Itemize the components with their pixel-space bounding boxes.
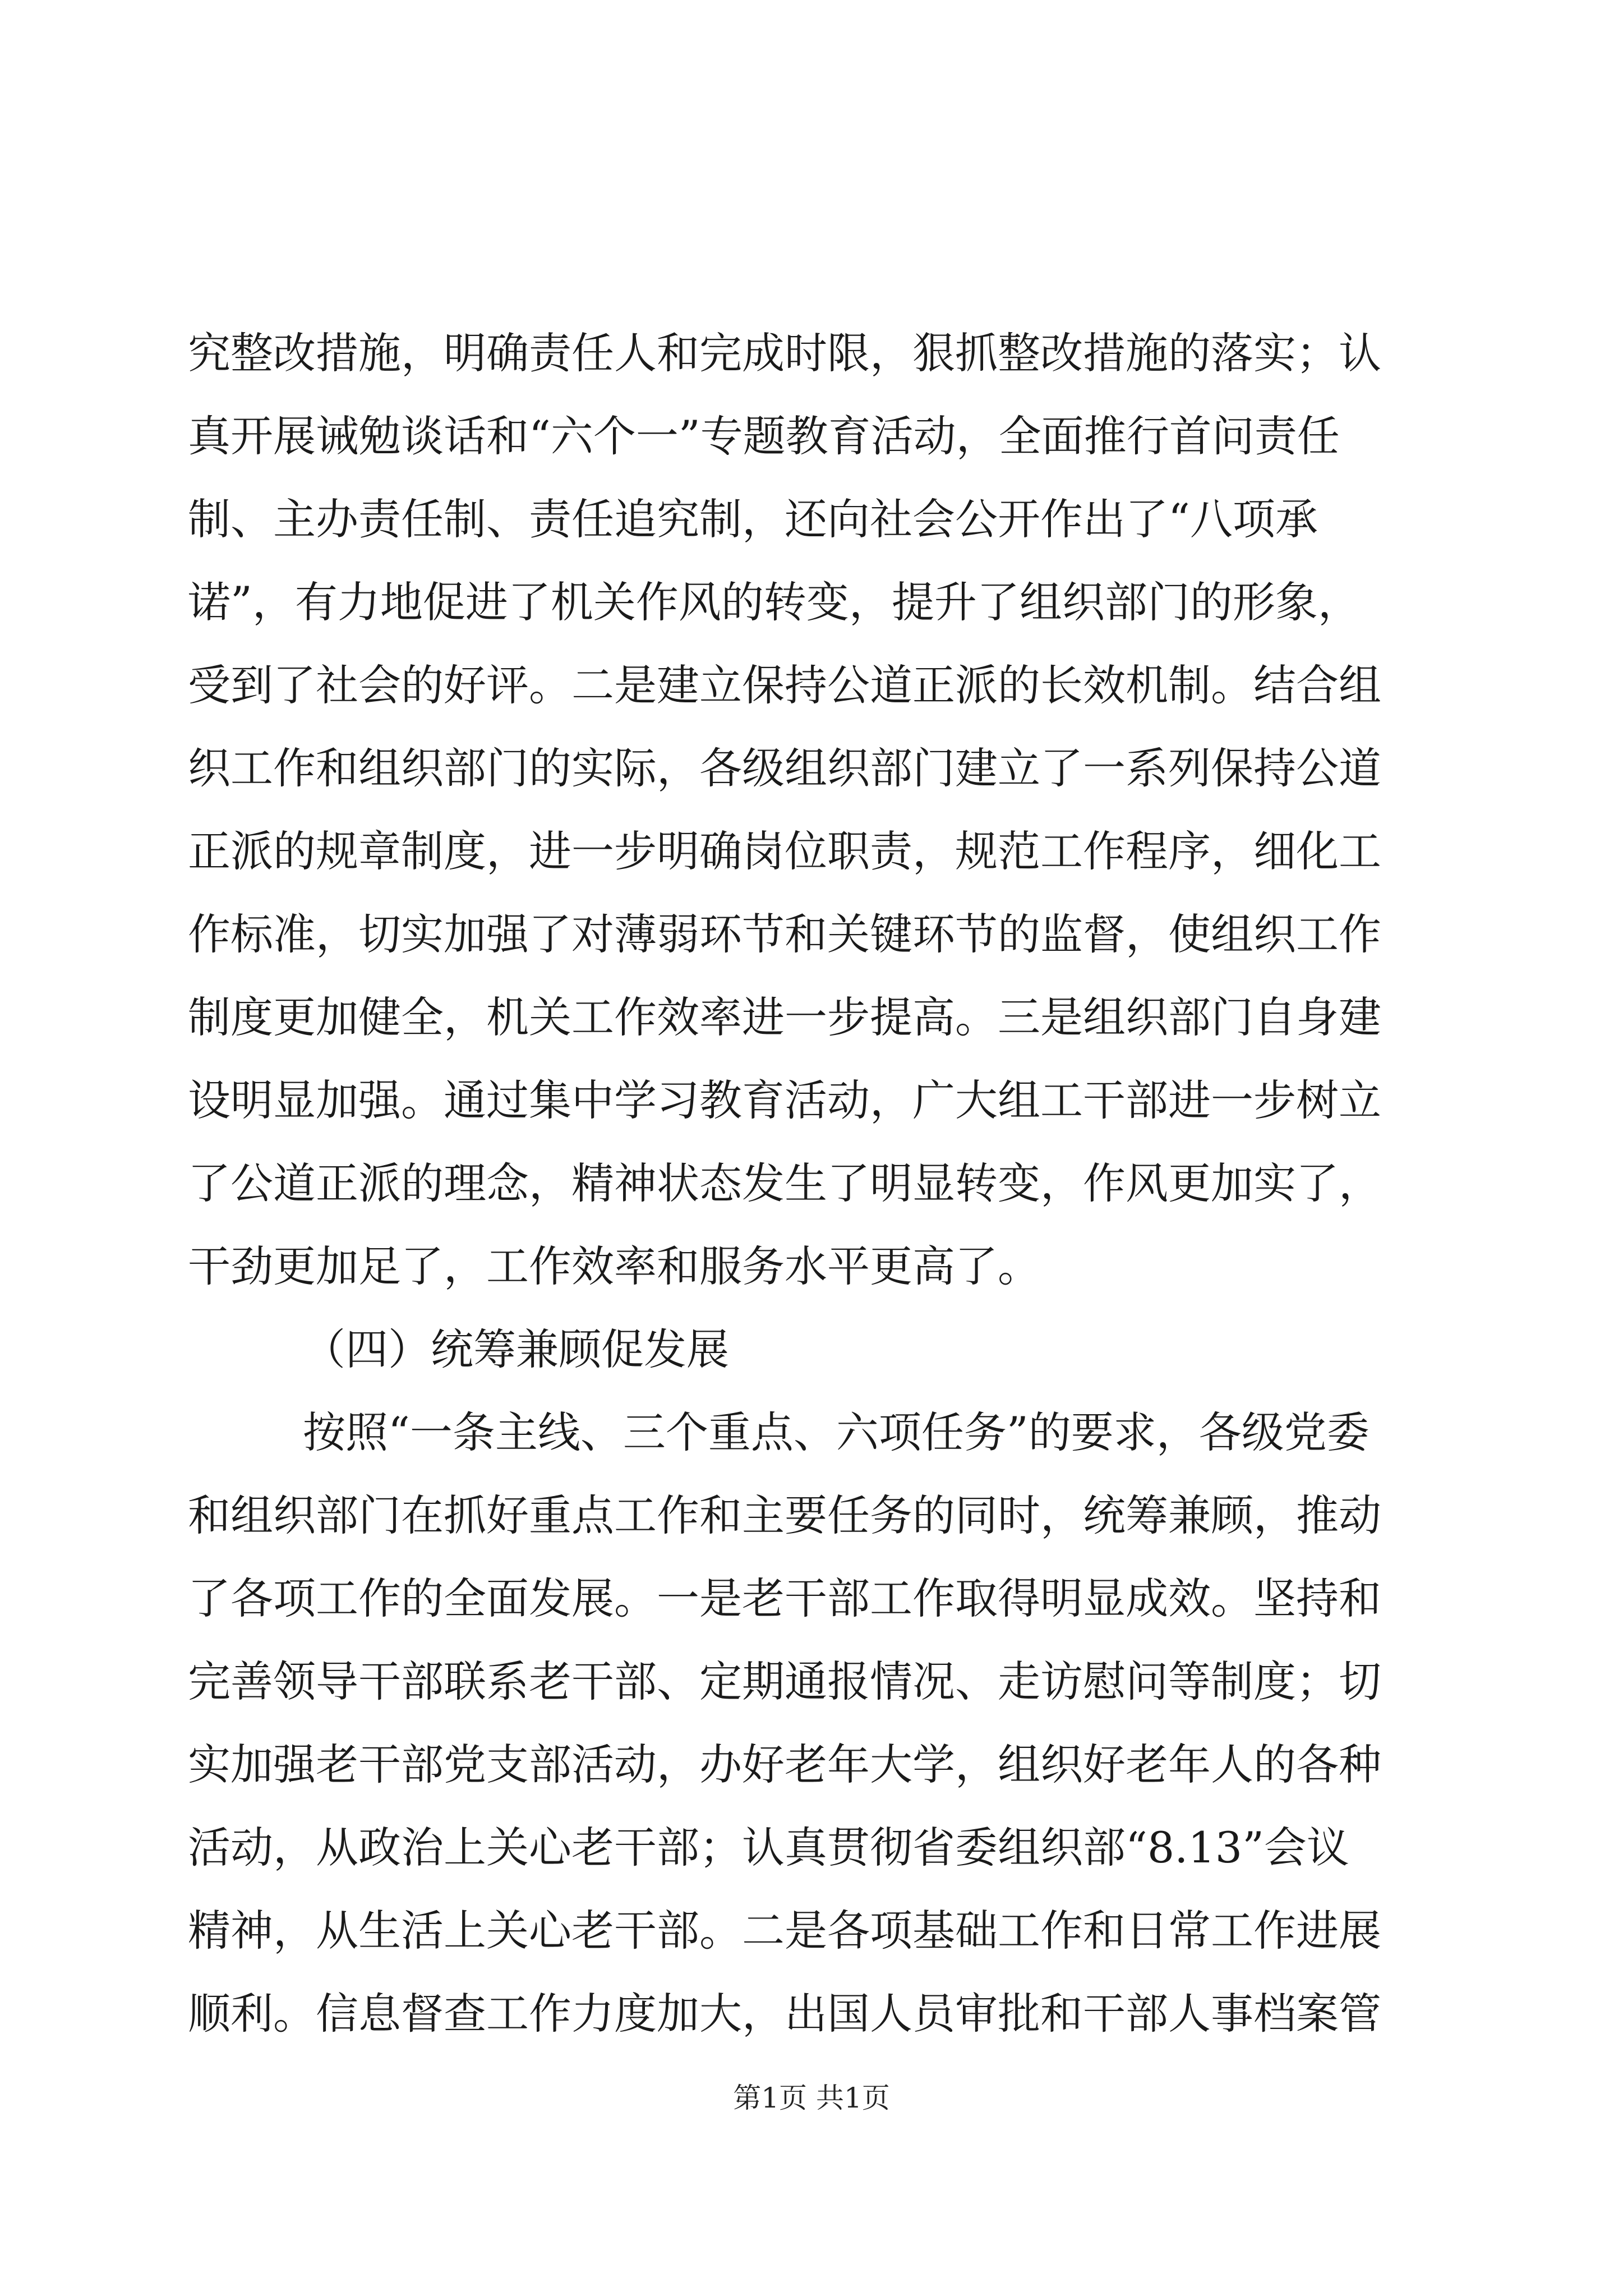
section-heading: （四）统筹兼顾促发展 [303, 1324, 729, 1374]
page-footer: 第1页 共1页 [733, 2082, 890, 2114]
body-line: 究整改措施，明确责任人和完成时限，狠抓整改措施的落实；认 [188, 328, 1381, 378]
body-line: 正派的规章制度，进一步明确岗位职责，规范工作程序，细化工 [188, 826, 1381, 876]
body-line: 了各项工作的全面发展。一是老干部工作取得明显成效。坚持和 [188, 1573, 1381, 1623]
body-line: 真开展诫勉谈话和“六个一”专题教育活动，全面推行首问责任 [188, 411, 1340, 461]
body-line: 实加强老干部党支部活动，办好老年大学，组织好老年人的各种 [188, 1740, 1381, 1789]
body-line: 受到了社会的好评。二是建立保持公道正派的长效机制。结合组 [188, 660, 1381, 710]
body-line: 按照“一条主线、三个重点、六项任务”的要求，各级党委 [303, 1407, 1370, 1457]
body-line: 活动，从政治上关心老干部；认真贯彻省委组织部“8.13”会议 [188, 1823, 1349, 1872]
body-line: 织工作和组织部门的实际，各级组织部门建立了一系列保持公道 [188, 743, 1381, 793]
body-line: 设明显加强。通过集中学习教育活动，广大组工干部进一步树立 [188, 1075, 1381, 1125]
body-line: 顺利。信息督查工作力度加大，出国人员审批和干部人事档案管 [188, 1989, 1381, 2039]
body-line: 和组织部门在抓好重点工作和主要任务的同时，统筹兼顾，推动 [188, 1490, 1381, 1540]
body-line: 诺”，有力地促进了机关作风的转变，提升了组织部门的形象， [188, 577, 1361, 627]
body-line: 作标准，切实加强了对薄弱环节和关键环节的监督，使组织工作 [188, 909, 1381, 959]
body-line: 制度更加健全，机关工作效率进一步提高。三是组织部门自身建 [188, 992, 1381, 1042]
body-line: 完善领导干部联系老干部、定期通报情况、走访慰问等制度；切 [188, 1657, 1381, 1706]
body-line: 干劲更加足了，工作效率和服务水平更高了。 [188, 1241, 1040, 1291]
body-line: 制、主办责任制、责任追究制，还向社会公开作出了“八项承 [188, 494, 1318, 544]
body-line: 精神，从生活上关心老干部。二是各项基础工作和日常工作进展 [188, 1906, 1381, 1955]
body-line: 了公道正派的理念，精神状态发生了明显转变，作风更加实了， [188, 1158, 1381, 1208]
